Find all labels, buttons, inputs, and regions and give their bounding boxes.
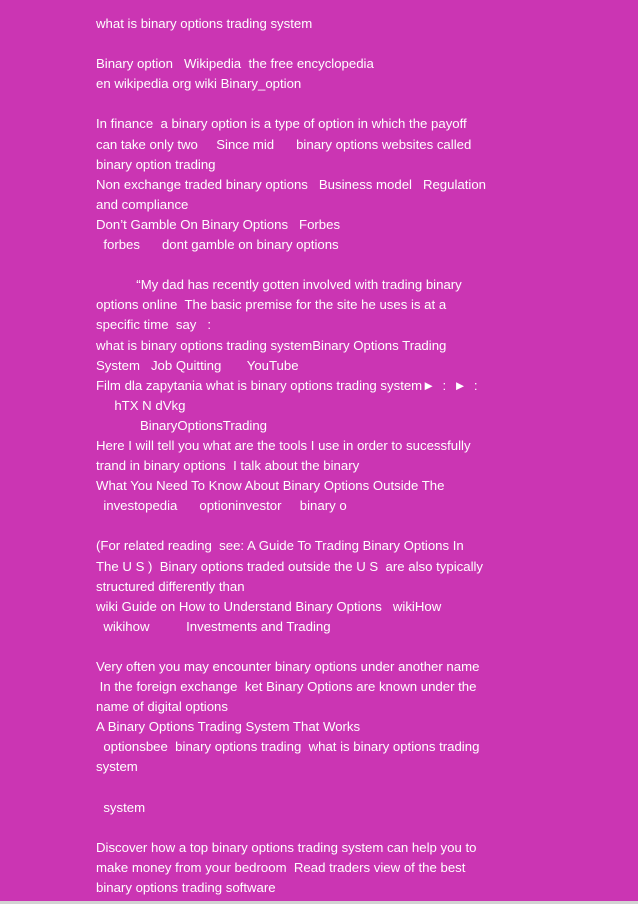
text-line: Non exchange traded binary options Business model Regulation — [96, 176, 487, 192]
text-line: trand in binary options I talk about the binary — [96, 458, 360, 474]
text-line: structured differently than — [96, 578, 245, 594]
text-line: wikihow Investments and Trading — [96, 618, 331, 634]
text-line: make money from your bedroom Read traders view of the best — [96, 859, 466, 875]
text-line: In the foreign exchange ket Binary Options are known under the — [96, 679, 477, 695]
text-line: System Job Quitting YouTube — [96, 357, 299, 373]
text-line: What You Need To Know About Binary Options Outside The — [96, 478, 445, 494]
text-line: options online The basic premise for the site he uses is at a — [96, 297, 447, 313]
text-line: “My dad has recently gotten involved with trading binary — [96, 277, 462, 293]
paragraph-spacer — [96, 637, 536, 657]
text-line: The U S ) Binary options traded outside the U S are also typically — [96, 558, 484, 574]
paragraph-wikipedia — [96, 54, 536, 94]
paragraph-spacer — [96, 255, 536, 275]
text-line: In finance a binary option is a type of option in which the payoff — [96, 116, 467, 132]
text-line: Binary option Wikipedia the free encyclopedia — [96, 56, 374, 72]
text-line: Here I will tell you what are the tools I use in order to sucessfully — [96, 437, 471, 453]
text-line: investopedia optioninvestor binary o — [96, 498, 347, 514]
paragraph-finance — [96, 114, 536, 255]
paragraph-my-dad — [96, 275, 536, 516]
text-line: what is binary options trading systemBinary Options Trading — [96, 337, 447, 353]
text-line: binary options trading software — [96, 880, 276, 896]
paragraph-spacer — [96, 34, 536, 54]
text-line: optionsbee binary options trading what is binary options trading — [96, 739, 480, 755]
text-line: en wikipedia org wiki Binary_option — [96, 76, 302, 92]
document-page — [96, 14, 536, 898]
paragraph-discover — [96, 838, 536, 898]
text-line: wiki Guide on How to Understand Binary Options wikiHow — [96, 598, 442, 614]
text-line: system — [96, 759, 138, 775]
text-line: name of digital options — [96, 699, 228, 715]
text-line: A Binary Options Trading System That Works — [96, 719, 361, 735]
text-line: (For related reading see: A Guide To Trading Binary Options In — [96, 538, 464, 554]
document-title: what is binary options trading system — [96, 16, 313, 31]
paragraph-very-often — [96, 657, 536, 778]
text-line: Very often you may encounter binary options under another name — [96, 659, 480, 674]
text-line: specific time say : — [96, 317, 212, 333]
paragraph-spacer — [96, 516, 536, 536]
paragraph-spacer — [96, 778, 536, 798]
text-line: Don’t Gamble On Binary Options Forbes — [96, 216, 341, 232]
text-line: can take only two Since mid binary options websites called — [96, 136, 472, 152]
paragraph-spacer — [96, 818, 536, 838]
text-line: and compliance — [96, 196, 189, 212]
text-line: binary option trading — [96, 156, 216, 172]
text-line: Discover how a top binary options trading system can help you to — [96, 839, 477, 855]
text-line: Film dla zapytania what is binary options trading system► : ► : — [96, 377, 478, 393]
text-line: system — [96, 799, 146, 815]
text-line: forbes dont gamble on binary options — [96, 237, 339, 253]
paragraph-system — [96, 798, 536, 818]
paragraph-related-reading — [96, 536, 536, 636]
paragraph-spacer — [96, 94, 536, 114]
text-line: BinaryOptionsTrading — [96, 417, 268, 433]
text-line: hTX N dVkg — [96, 397, 186, 413]
